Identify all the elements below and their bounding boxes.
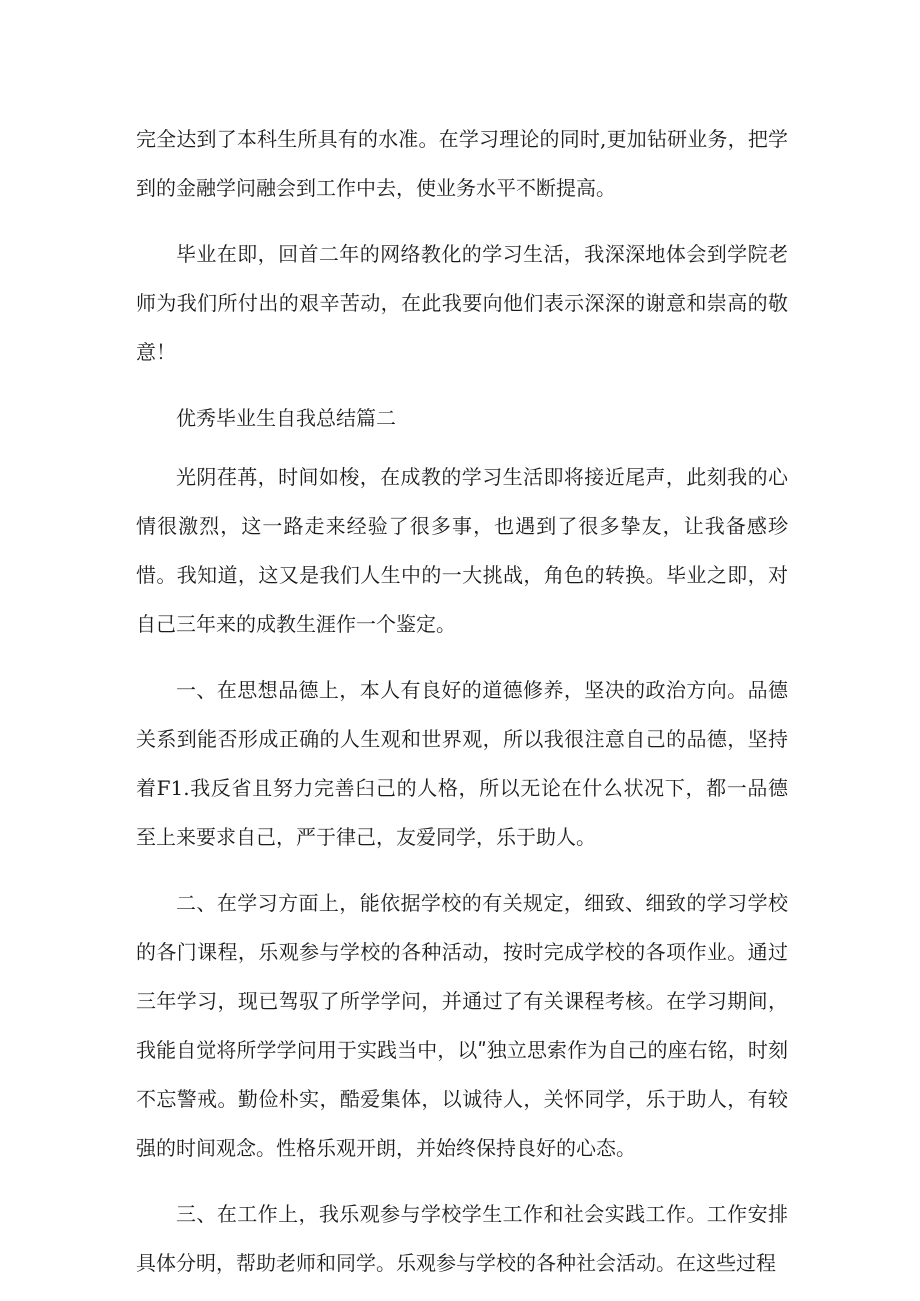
paragraph-study: 二、在学习方面上，能依据学校的有关规定，细致、细致的学习学校的各门课程，乐观参与学校的各种活动，按时完成学校的各项作业。通过三年学习，现已驾驭了所学学问，并通过了有关课程考核。在学习期间，我能自觉将所学学问用于实践当中，以ʺ独立思索作为自己的座右铭，时刻不忘警戒。勤俭朴实，酷爱集体，以诚待人，关怀同学，乐于助人，有较强的时间观念。性格乐观开朗，并始终保持良好的心态。	[136, 891, 788, 1160]
paragraph-intro: 光阴荏苒，时间如梭，在成教的学习生活即将接近尾声，此刻我的心情很激烈，这一路走来经验了很多事，也遇到了很多挚友，让我备感珍惜。我知道，这又是我们人生中的一大挑战，角色的转换。毕业之即，对自己三年来的成教生涯作一个鉴定。	[136, 465, 788, 636]
paragraph-ideology: 一、在思想品德上，本人有良好的道德修养，坚决的政治方向。品德关系到能否形成正确的人生观和世界观，所以我很注意自己的品德，坚持着F1.我反省且努力完善臼己的人格，所以无论在什么状况下，都一品德至上来要求自己，严于律己，友爱同学，乐于助人。	[136, 678, 788, 849]
paragraph-gratitude: 毕业在即，回首二年的网络教化的学习生活，我深深地体会到学院老师为我们所付出的艰辛苦动，在此我要向他们表示深深的谢意和崇高的敬意！	[136, 242, 788, 364]
document-body	[136, 115, 788, 1301]
section-heading: 优秀毕业生自我总结篇二	[176, 406, 396, 430]
paragraph-work: 三、在工作上，我乐观参与学校学生工作和社会实践工作。工作安排具体分明，帮助老师和同学。乐观参与学校的各种社会活动。在这些过程	[136, 1202, 788, 1275]
paragraph-continuation: 完全达到了本科生所具有的水准。在学习理论的同时,更加钻研业务，把学到的金融学问融会到工作中去，使业务水平不断提高。	[136, 127, 788, 200]
